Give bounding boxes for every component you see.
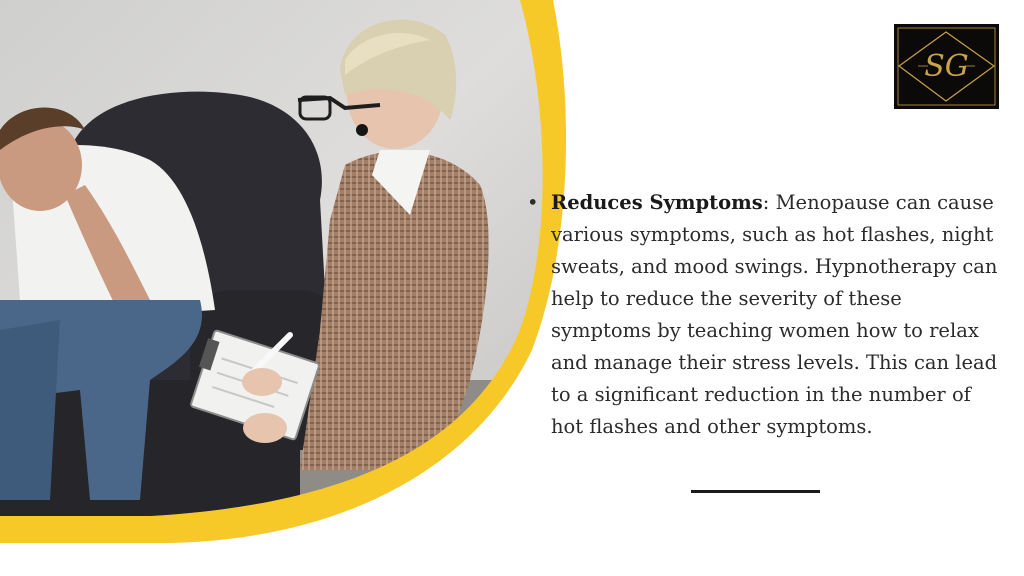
bullet-heading: Reduces Symptoms	[551, 191, 763, 214]
bullet-item	[551, 187, 1007, 443]
bullet-body: Menopause can cause various symptoms, such as hot flashes, night sweats, and mood swings. Hypnotherapy can help to reduce the severity of these symptoms by teaching women how to relax and manage their stress levels. This can lead to a significant reduction in the number of hot flashes and other symptoms.	[551, 191, 998, 438]
bullet-list	[527, 187, 1007, 443]
bullet-separator: :	[762, 191, 776, 214]
divider-line	[691, 490, 820, 493]
logo-monogram: SG	[924, 49, 969, 84]
brand-logo	[894, 24, 999, 109]
diamond-frame-icon	[894, 24, 999, 109]
bullet-marker: •	[527, 191, 539, 214]
